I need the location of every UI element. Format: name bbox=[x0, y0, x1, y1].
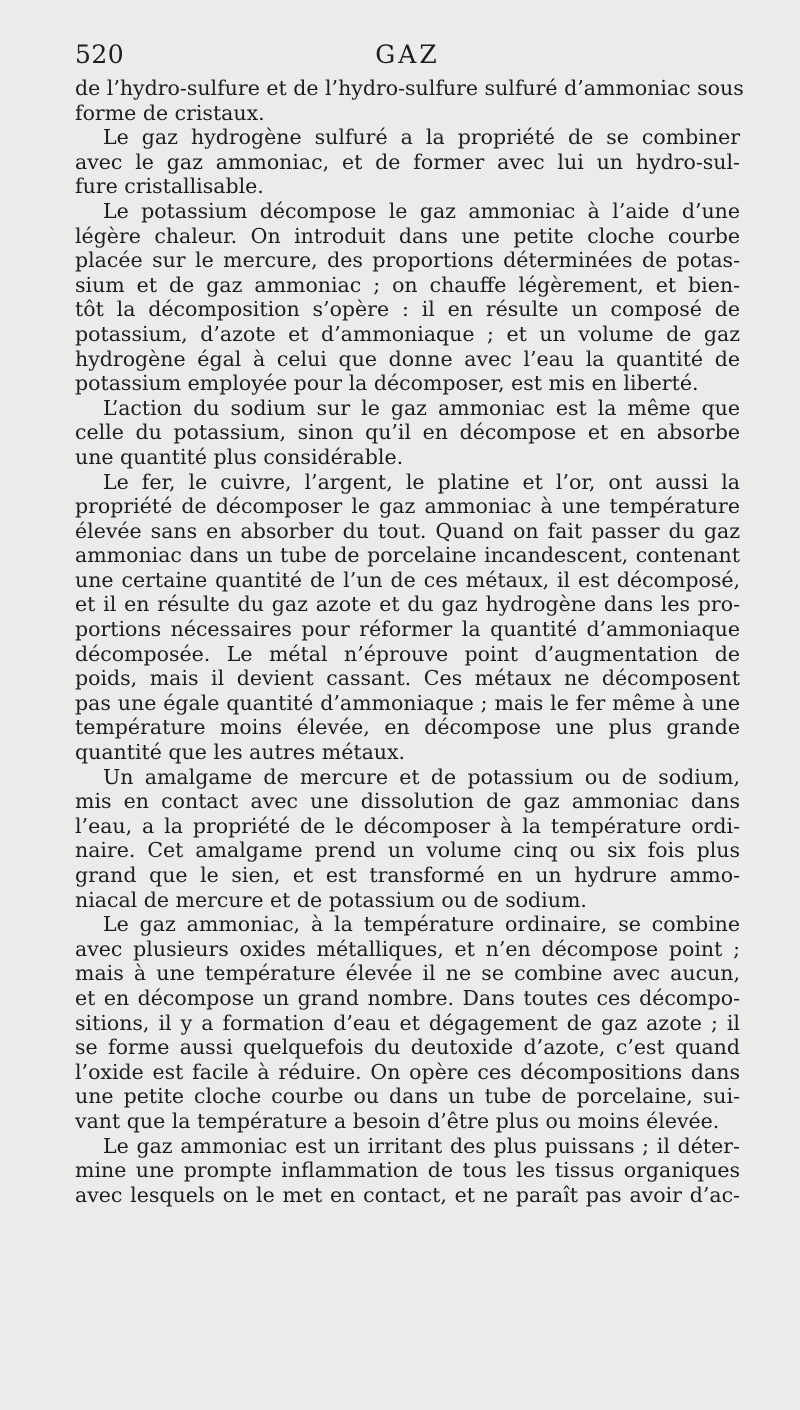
paragraph bbox=[75, 396, 740, 470]
text-line: L’action du sodium sur le gaz ammoniac est la même que bbox=[103, 395, 740, 420]
text-line: Le gaz hydrogène sulfuré a la propriété de se combiner bbox=[103, 125, 740, 150]
text-line: grand que le sien, et est transformé en un hydrure ammo- bbox=[75, 863, 740, 887]
text-line: Un amalgame de mercure et de potassium ou de sodium, bbox=[103, 764, 740, 789]
text-line: se forme aussi quelquefois du deutoxide d’azote, c’est quand bbox=[75, 1035, 740, 1060]
text-line: potassium, d’azote et d’ammoniaque ; et un volume de gaz bbox=[75, 321, 740, 346]
text-line: une quantité plus considérable. bbox=[75, 444, 404, 469]
text-line: Le gaz ammoniac, à la température ordinaire, se combine bbox=[103, 912, 740, 937]
text-line: et en décompose un grand nombre. Dans toutes ces décompo- bbox=[75, 985, 740, 1010]
text-line: hydrogène égal à celui que donne avec l’eau la quantité de bbox=[75, 346, 740, 371]
text-line: celle du potassium, sinon qu’il en décompose et en absorbe bbox=[75, 420, 740, 445]
text-line: légère chaleur. On introduit dans une petite cloche courbe bbox=[75, 223, 740, 248]
running-title: GAZ bbox=[375, 40, 440, 69]
text-line: de l’hydro-sulfure et de l’hydro-sulfure sulfuré d’ammoniac sous bbox=[75, 76, 744, 100]
text-line: décomposée. Le métal n’éprouve point d’augmentation de bbox=[75, 641, 740, 666]
text-line: poids, mais il devient cassant. Ces métaux ne décomposent bbox=[75, 666, 740, 691]
text-line: mis en contact avec une dissolution de gaz ammoniac dans bbox=[75, 789, 740, 814]
text-line: niacal de mercure et de potassium ou de sodium. bbox=[75, 887, 587, 912]
text-line: fure cristallisable. bbox=[75, 174, 264, 199]
text-line: forme de cristaux. bbox=[75, 100, 265, 125]
text-line: mine une prompte inflammation de tous les tissus organiques bbox=[75, 1158, 740, 1183]
paragraph bbox=[75, 912, 740, 1133]
paragraph bbox=[75, 125, 740, 199]
text-line: élevée sans en absorber du tout. Quand on fait passer du gaz bbox=[75, 518, 740, 543]
text-line: propriété de décomposer le gaz ammoniac à une température bbox=[75, 494, 740, 519]
text-line: quantité que les autres métaux. bbox=[75, 740, 406, 765]
text-line: sium et de gaz ammoniac ; on chauffe légèrement, et bien- bbox=[75, 272, 740, 297]
text-line: mais à une température élevée il ne se combine avec aucun, bbox=[75, 961, 740, 986]
text-line: potassium employée pour la décomposer, est mis en liberté. bbox=[75, 371, 699, 396]
page-header bbox=[75, 40, 740, 74]
paragraph bbox=[75, 76, 744, 125]
text-line: et il en résulte du gaz azote et du gaz hydrogène dans les pro- bbox=[75, 592, 740, 617]
text-line: une certaine quantité de l’un de ces métaux, il est décomposé, bbox=[75, 567, 740, 592]
text-line: placée sur le mercure, des proportions déterminées de potas- bbox=[75, 248, 740, 273]
text-line: vant que la température a besoin d’être plus ou moins élevée. bbox=[75, 1108, 720, 1133]
text-line: avec le gaz ammoniac, et de former avec lui un hydro-sul- bbox=[75, 149, 740, 174]
page-number: 520 bbox=[75, 40, 125, 69]
text-line: tôt la décomposition s’opère : il en résulte un composé de bbox=[75, 297, 740, 322]
paragraph bbox=[75, 199, 740, 396]
body-text bbox=[75, 76, 744, 1207]
paragraph bbox=[75, 765, 740, 913]
text-line: avec lesquels on le met en contact, et ne paraît pas avoir d’ac- bbox=[75, 1182, 740, 1207]
text-line: Le fer, le cuivre, l’argent, le platine et l’or, ont aussi la bbox=[103, 469, 740, 494]
text-line: portions nécessaires pour réformer la quantité d’ammoniaque bbox=[75, 617, 740, 642]
text-line: ammoniac dans un tube de porcelaine incandescent, contenant bbox=[75, 543, 740, 568]
text-line: température moins élevée, en décompose une plus grande bbox=[75, 715, 740, 740]
text-line: l’eau, a la propriété de le décomposer à la température ordi- bbox=[75, 813, 740, 838]
text-line: sitions, il y a formation d’eau et dégagement de gaz azote ; il bbox=[75, 1010, 740, 1035]
text-line: l’oxide est facile à réduire. On opère ces décompositions dans bbox=[75, 1059, 740, 1084]
text-line: Le potassium décompose le gaz ammoniac à l’aide d’une bbox=[103, 198, 740, 223]
text-line: une petite cloche courbe ou dans un tube de porcelaine, sui- bbox=[75, 1084, 740, 1109]
text-line: Le gaz ammoniac est un irritant des plus puissans ; il déter- bbox=[103, 1133, 740, 1158]
paragraph bbox=[75, 470, 740, 765]
text-line: avec plusieurs oxides métalliques, et n’en décompose point ; bbox=[75, 936, 740, 961]
paragraph bbox=[75, 1134, 740, 1208]
text-line: naire. Cet amalgame prend un volume cinq ou six fois plus bbox=[75, 838, 740, 863]
text-line: pas une égale quantité d’ammoniaque ; mais le fer même à une bbox=[75, 690, 740, 715]
